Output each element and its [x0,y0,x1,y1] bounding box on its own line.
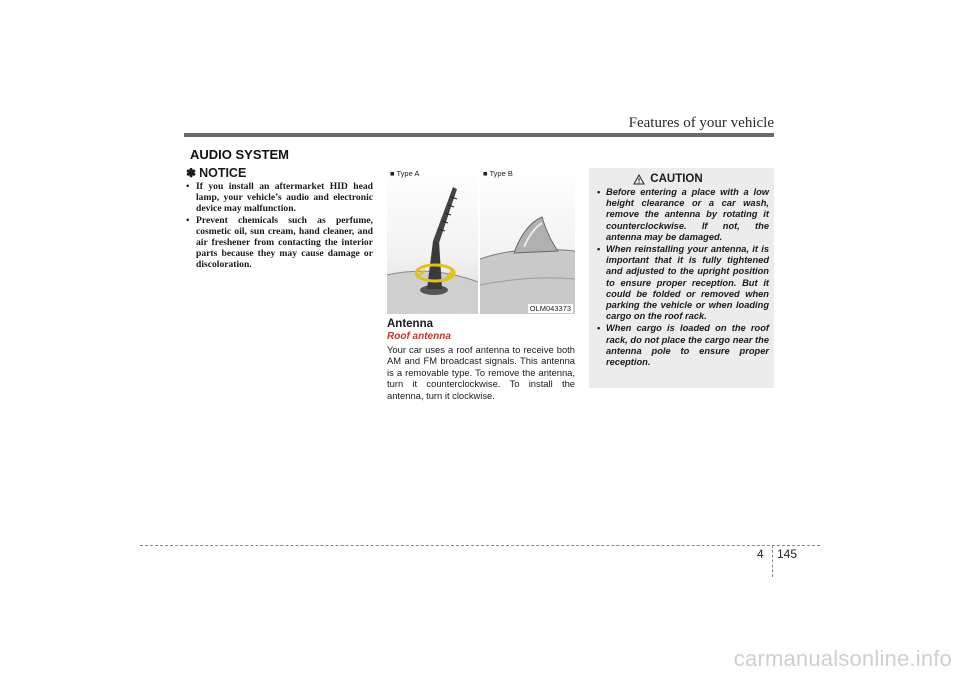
notice-item: • If you install an aftermarket HID head lamp, your vehicle’s audio and electronic device may malfunction. [186,181,373,215]
antenna-body: Your car uses a roof antenna to receive both AM and FM broadcast signals. This antenna is a removable type. To remove the antenna, turn it counterclockwise. To install the antenna, turn it clockwise. [387,344,575,401]
header-title: Features of your vehicle [628,115,774,131]
notice-list [186,181,373,271]
figure-code: OLM043373 [529,304,571,313]
antenna-subtitle: Roof antenna [387,331,451,342]
roof-antenna-illustration [387,167,478,314]
section-title: AUDIO SYSTEM [190,147,289,162]
figure-panel-type-b [480,167,575,314]
notice-box [186,166,373,271]
caution-heading [567,173,769,185]
caution-item: • Before entering a place with a low height clearance or a car wash, remove the antenna by rotating it counterclockwise. If not, the antenna may be damaged. [597,187,769,243]
caution-list [597,187,769,368]
antenna-figure [387,167,575,314]
type-b-label: ■ Type B [483,169,513,178]
header-rule [184,133,774,137]
caution-item: • When cargo is loaded on the roof rack, do not place the cargo near the antenna pole to ensure proper reception. [597,323,769,368]
figure-panel-type-a [387,167,478,314]
caution-title: CAUTION [650,173,703,185]
caution-item: • When reinstalling your antenna, it is important that it is fully tightened and adjusted to the upright position to ensure proper reception. But it could be folded or removed when parking the vehicle or when loading cargo on the roof rack. [597,244,769,322]
notice-heading [186,166,373,180]
warning-triangle-icon [633,174,645,185]
watermark: carmanualsonline.info [733,646,952,671]
footer-rule [140,545,820,546]
antenna-section [387,318,575,401]
notice-title: NOTICE [199,166,247,180]
footer-divider [772,545,773,577]
type-a-label: ■ Type A [390,169,420,178]
notice-item: • Prevent chemicals such as perfume, cosmetic oil, sun cream, hand cleaner, and air freshener from contacting the interior parts because they may cause damage or discoloration. [186,215,373,271]
caution-box [589,168,774,388]
antenna-title: Antenna [387,318,433,330]
page-chapter: 4 [757,547,764,561]
shark-fin-antenna-illustration [480,167,575,314]
page-number: 145 [777,547,798,561]
notice-mark-icon: ✽ [186,166,197,180]
